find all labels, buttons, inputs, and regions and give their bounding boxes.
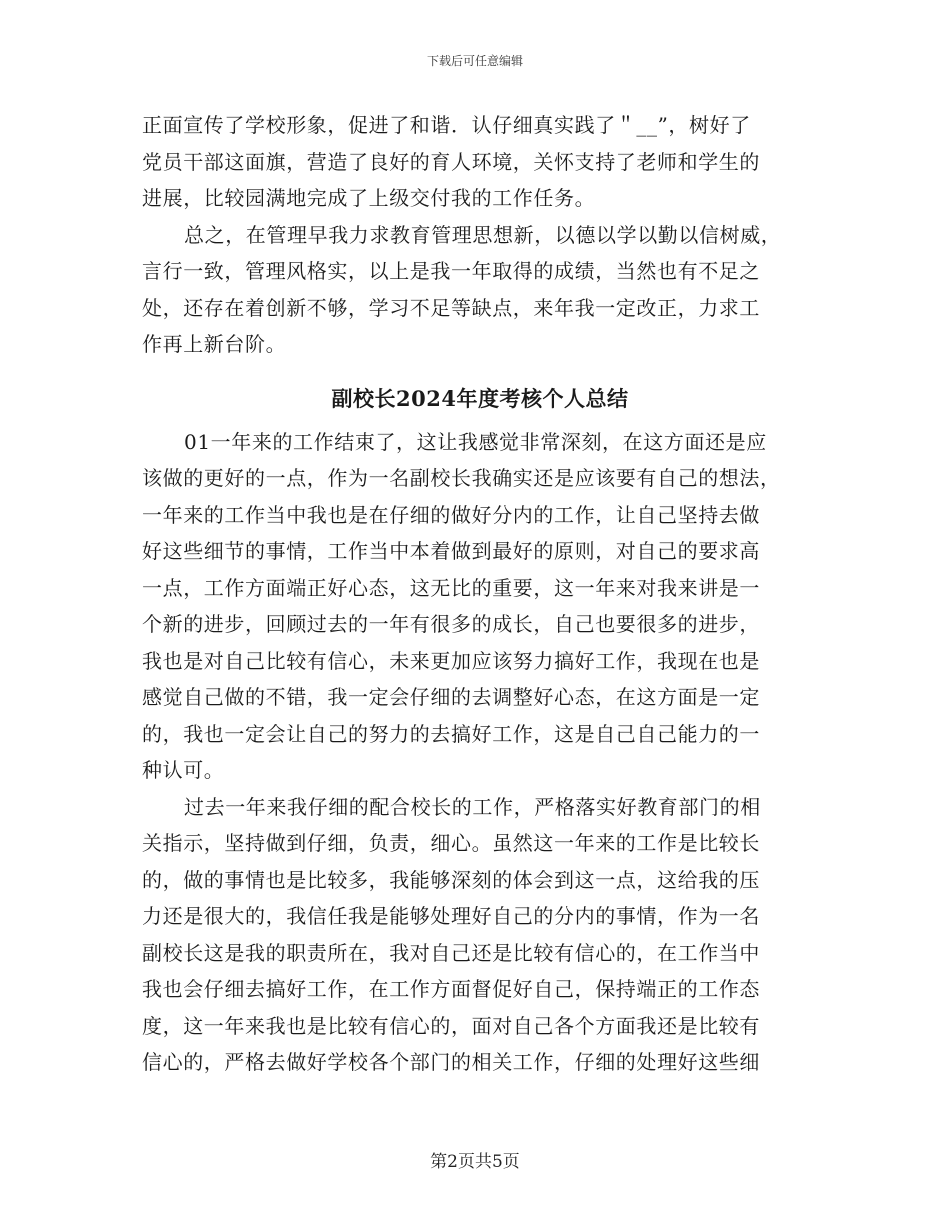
text-line: 的，我也一定会让自己的努力的去搞好工作，这是自己自己能力的一 — [142, 721, 760, 746]
document-body — [142, 107, 818, 1081]
page-header: 下载后可任意编辑 — [426, 54, 523, 68]
text-line: 度，这一年来我也是比较有信心的，面对自己各个方面我还是比较有 — [142, 1013, 760, 1038]
text-line: 我也会仔细去搞好工作，在工作方面督促好自己，保持端正的工作态 — [142, 977, 760, 1001]
text-line: 力还是很大的，我信任我是能够处理好自己的分内的事情，作为一名 — [142, 904, 760, 928]
text-line: 正面宣传了学校形象，促进了和谐．认仔细真实践了＂__”，树好了 — [142, 113, 751, 137]
document-title: 副校长2024年度考核个人总结 — [331, 385, 629, 411]
text-line: 过去一年来我仔细的配合校长的工作，严格落实好教育部门的相 — [184, 794, 761, 819]
text-line: 关指示，坚持做到仔细，负责，细心。虽然这一年来的工作是比较长 — [142, 831, 760, 855]
text-line: 处，还存在着创新不够，学习不足等缺点，来年我一定改正，力求工 — [142, 295, 760, 320]
text-line: 一点，工作方面端正好心态，这无比的重要，这一年来对我来讲是一 — [142, 575, 760, 600]
text-line: 感觉自己做的不错，我一定会仔细的去调整好心态，在这方面是一定 — [142, 685, 760, 709]
text-line: 党员干部这面旗，营造了良好的育人环境，关怀支持了老师和学生的 — [142, 149, 760, 174]
text-line: 我也是对自己比较有信心，未来更加应该努力搞好工作，我现在也是 — [142, 648, 760, 673]
text-line: 信心的，严格去做好学校各个部门的相关工作，仔细的处理好这些细 — [142, 1050, 760, 1074]
text-line: 进展，比较园满地完成了上级交付我的工作任务。 — [142, 186, 596, 210]
paragraph — [142, 107, 818, 217]
paragraph — [142, 789, 818, 1081]
main-section — [142, 424, 818, 1081]
text-line: 种认可。 — [142, 758, 225, 782]
text-line: 个新的进步，回顾过去的一年有很多的成长，自己也要很多的进步， — [142, 612, 760, 636]
intro-section — [142, 107, 818, 363]
text-line: 作再上新台阶。 — [142, 332, 287, 356]
text-line: 副校长这是我的职责所在，我对自己还是比较有信心的，在工作当中 — [142, 940, 760, 965]
text-line: 言行一致，管理风格实，以上是我一年取得的成绩，当然也有不足之 — [142, 259, 760, 283]
text-line: 01一年来的工作结束了，这让我感觉非常深刻，在这方面还是应 — [184, 429, 767, 454]
text-line: 总之，在管理早我力求教育管理思想新，以德以学以勤以信树威， — [184, 222, 782, 247]
text-line: 好这些细节的事情，工作当中本着做到最好的原则，对自己的要求高 — [142, 539, 760, 563]
text-line: 的，做的事情也是比较多，我能够深刻的体会到这一点，这给我的压 — [142, 867, 760, 892]
text-line: 一年来的工作当中我也是在仔细的做好分内的工作，让自己坚持去做 — [142, 502, 760, 527]
page-number: 第2页共5页 — [430, 1152, 520, 1172]
paragraph — [142, 217, 818, 363]
paragraph — [142, 424, 818, 789]
text-line: 该做的更好的一点，作为一名副校长我确实还是应该要有自己的想法， — [142, 466, 781, 490]
